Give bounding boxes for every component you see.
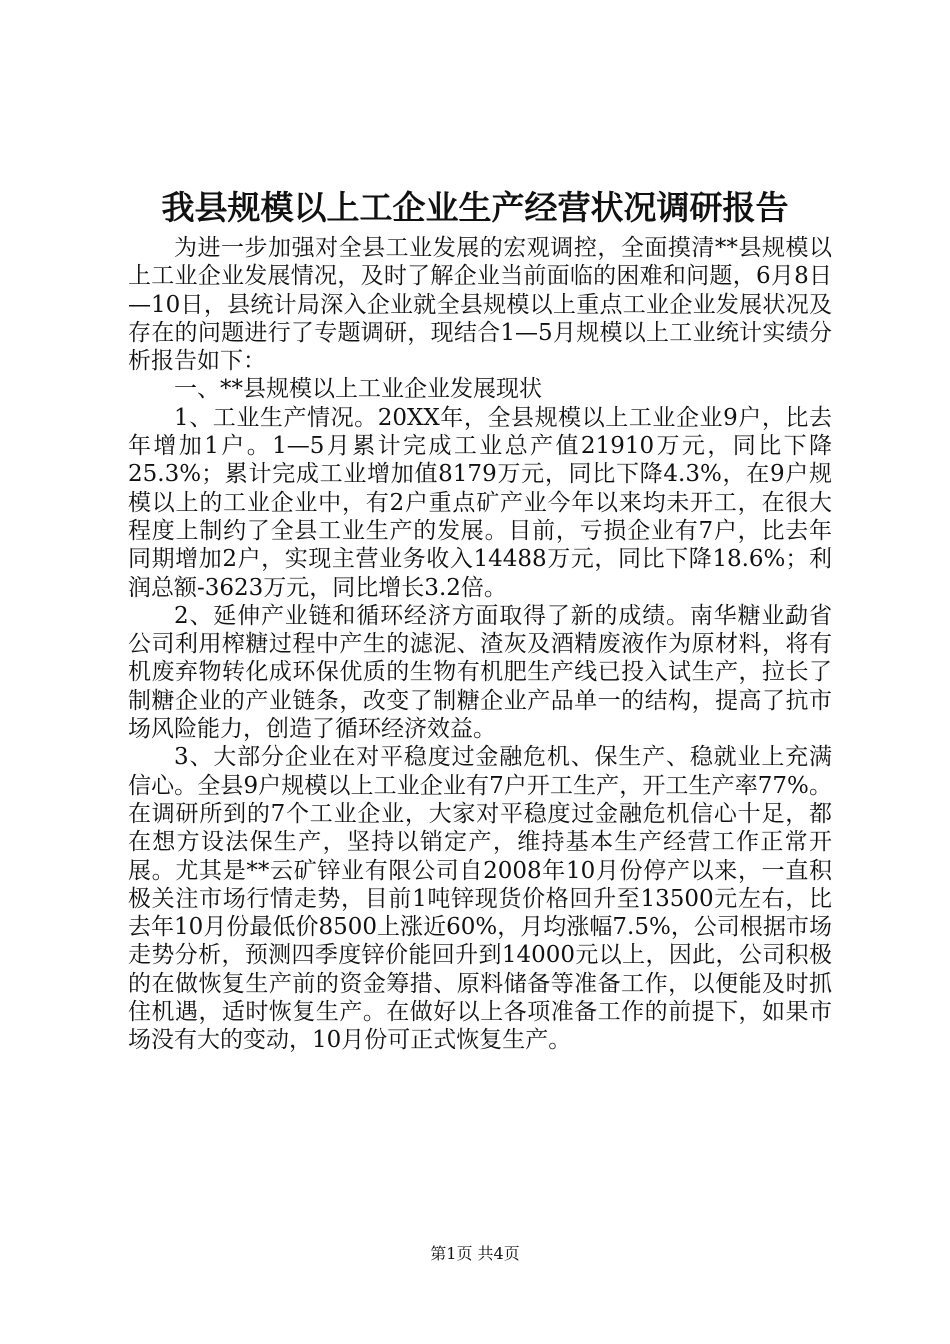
paragraph-industrial-production: 1、工业生产情况。20XX年，全县规模以上工业企业9户，比去年增加1户。1—5月累计完成工业总产值21910万元，同比下降25.3%；累计完成工业增加值8179万元，同比下降4.3%，在9户规模以上的工业企业中，有2户重点矿产业今年以来均未开工，在很大程度上制约了全县工业生产的发展。目前，亏损企业有7户，比去年同期增加2户，实现主营业务收入14488万元，同比下降18.6%；利润总额-3623万元，同比增长3.2倍。 xyxy=(128,404,832,601)
page-indicator: 第1页 共4页 xyxy=(430,1244,520,1263)
section-heading-1: 一、**县规模以上工业企业发展现状 xyxy=(174,376,542,403)
paragraph-intro: 为进一步加强对全县工业发展的宏观调控，全面摸清**县规模以上工业企业发展情况，及时了解企业当前面临的困难和问题，6月8日—10日，县统计局深入企业就全县规模以上重点工业企业发展状况及存在的问题进行了专题调研，现结合1—5月规模以上工业统计实绩分析报告如下： xyxy=(128,235,832,375)
document-body xyxy=(128,234,832,1055)
paragraph-enterprise-confidence: 3、大部分企业在对平稳度过金融危机、保生产、稳就业上充满信心。全县9户规模以上工业企业有7户开工生产，开工生产率77%。在调研所到的7个工业企业，大家对平稳度过金融危机信心十足，都在想方设法保生产，坚持以销定产，维持基本生产经营工作正常开展。尤其是**云矿锌业有限公司自2008年10月份停产以来，一直积极关注市场行情走势，目前1吨锌现货价格回升至13500元左右，比去年10月份最低价8500上涨近60%，月均涨幅7.5%，公司根据市场走势分析，预测四季度锌价能回升到14000元以上，因此，公司积极的在做恢复生产前的资金筹措、原料储备等准备工作，以便能及时抓住机遇，适时恢复生产。在做好以上各项准备工作的前提下，如果市场没有大的变动，10月份可正式恢复生产。 xyxy=(128,744,832,1054)
paragraph-industry-chain: 2、延伸产业链和循环经济方面取得了新的成绩。南华糖业勐省公司利用榨糖过程中产生的滤泥、渣灰及酒精废液作为原材料，将有机废弃物转化成环保优质的生物有机肥生产线已投入试生产，拉长了制糖企业的产业链条，改变了制糖企业产品单一的结构，提高了抗市场风险能力，创造了循环经济效益。 xyxy=(128,602,832,743)
document-title: 我县规模以上工企业生产经营状况调研报告 xyxy=(161,188,789,227)
